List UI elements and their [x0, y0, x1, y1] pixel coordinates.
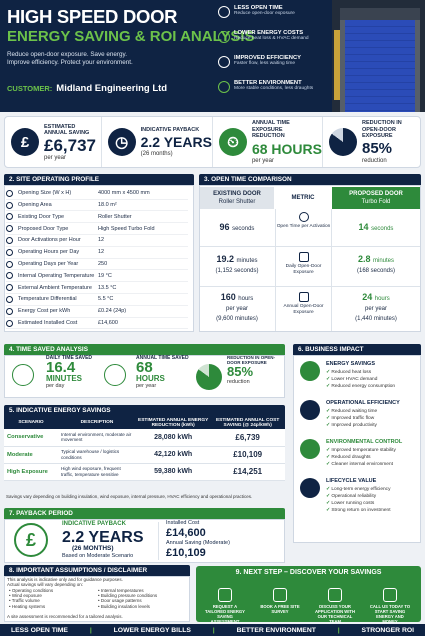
infographic-page: HIGH SPEED DOOR ENERGY SAVING & ROI ANALYSIS Reduce open-door exposure. Save energy. Improve efficiency. Protect your environment. CUSTOMER: Midland Engineering Ltd LESS OPEN TIME Reduce open-door exposure LOWER ENERGY COSTS Reduce heat loss & HVAC demand IMPROVED EFFICIENCY Faster flow, less waiting time BETTER ENVIRONMENT More stable conditions, less draughts £ ESTIMATED ANNUAL SAVING £6,737 per year ◷ INDICATIVE PAYBACK 2.2 YEARS (26 months) ⏲ ANNUAL TIME EXPOSURE REDUCTION 68 HOURS per year REDUCTION IN OPEN-DOOR EXPOSURE 85% reduction 2. SITE OPERATING PROFILE Opening Size (W x H) 4000 mm x 4500 mm Opening Area 18.0 m² Existing Door Type Roller Shutter Proposed Door Type High Speed Turbo Fold Door Activations per Hour 12 Operating Hours per Day 12 Operating Days per Year 250 Internal Operating Temperature 19 °C External Ambient Temperature 13.5 °C Temperature Differential 5.5 °C Energy Cost per kWh £0.24 (24p) Estimated Installed Cost £14,600 3. OPEN TIME COMPARISON EXISTING DOOR Roller Shutter METRIC PROPOSED DOOR Turbo Fold 96 seconds Open Time per Activation 14 seconds 19.2 minutes (1,152 seconds) Daily Open-Door Exposure 2.8 minutes (168 seconds) 160 hours per year (9,600 minutes) Annual Open-Door Exposure 24 hours per year (1,440 minutes) 4. TIME SAVED ANALYSIS DAILY TIME SAVED 16.4 MINUTES per day ANNUAL TIME SAVED 68 HOURS per year REDUCTION IN OPEN-DOOR EXPOSURE 85% reduction 5. INDICATIVE ENERGY SAVINGS SCENARIO DESCRIPTION ESTIMATED ANNUAL ENERGY REDUCTION (kWh) ESTIMATED ANNUAL COST SAVING (@ 24p/kWh) Conservative Internal environment, moderate air movement 28,080 kWh £6,739 Moderate Typical warehouse / logistics conditions 42,120 kWh £10,109 High Exposure High wind exposure, frequent traffic, temperature sensitive 59,380 kWh £14,251 Savings vary depending on building insulation, wind exposure, internal pressure, HVAC efficiency and operational practices. 6. BUSINESS IMPACT ENERGY SAVINGS ✓ Reduced heat loss ✓ Lower HVAC demand ✓ Reduced energy consumption OPERATIONAL EFFICIENCY ✓ Reduced waiting time ✓ Improved traffic flow ✓ Improved productivity ENVIRONMENTAL CONTROL ✓ Improved temperature stability ✓ Reduced draughts ✓ Cleaner internal environment LIFECYCLE VALUE ✓ Long-term energy efficiency ✓ Operational reliability ✓ Lower running costs ✓ Strong return on investment 7. PAYBACK PERIOD £ INDICATIVE PAYBACK 2.2 YEARS (26 MONTHS) Based on Moderate Scenario Installed Cost £14,600 Annual Saving (Moderate) £10,109 8. IMPORTANT ASSUMPTIONS / DISCLAIMER This analysis is indicative only and for guidance purposes. Actual savings will vary depending on: • Operating conditions • Wind exposure • Traffic volume • Heating systems • Internal temperatures • Building pressure conditions • Door usage patterns • Building insulation levels A site assessment is recommended for a tailored analysis. 9. NEXT STEP – DISCOVER YOUR SAVINGS REQUEST A TAILORED ENERGY SAVING ASSESSMENT BOOK A FREE SITE SURVEY DISCUSS YOUR APPLICATION WITH OUR TECHNICAL TEAM CALL US TODAY TO START SAVING ENERGY AND MONEY LESS OPEN TIME | LOWER ENERGY BILLS | BETTER ENVIRONMENT | STRONGER ROI: [0, 0, 425, 636]
calendar-icon: [104, 364, 126, 386]
section-title-next: 9. NEXT STEP – DISCOVER YOUR SAVINGS: [235, 569, 382, 576]
kpi-sub: reduction: [362, 157, 387, 164]
assumptions-col-1: • Operating conditions • Wind exposure • Traffic volume • Heating systems: [9, 588, 54, 609]
calendar-icon: [299, 292, 309, 302]
kpi-label: ANNUAL TIME EXPOSURE REDUCTION: [251, 120, 290, 140]
metric-daily-exposure: Daily Open-Door Exposure: [276, 252, 331, 275]
profile-row: [6, 235, 188, 247]
row-icon: [6, 308, 13, 315]
energy-savings-table: [4, 416, 285, 481]
phone-icon: [383, 588, 397, 602]
benefit-item: [218, 55, 328, 76]
customer-label: CUSTOMER:: [7, 84, 53, 93]
book-survey-button[interactable]: BOOK A FREE SITE SURVEY: [258, 588, 302, 614]
leaf-icon: [218, 81, 230, 93]
col-scenario: SCENARIO: [4, 416, 58, 429]
kpi-label: REDUCTION IN OPEN-DOOR EXPOSURE: [362, 120, 402, 140]
proposed-type: Turbo Fold: [361, 199, 391, 205]
call-us-button[interactable]: CALL US TODAY TO START SAVING ENERGY AND MONEY: [368, 588, 412, 624]
kpi-strip: [4, 116, 421, 168]
kpi-value: 2.2 YEARS: [140, 134, 212, 151]
payback-value: 2.2 YEARS: [62, 529, 144, 546]
profile-row: [6, 318, 188, 330]
footer-item: STRONGER ROI: [361, 626, 415, 634]
profile-row: [6, 294, 188, 306]
pound-icon: £: [11, 128, 39, 156]
existing-daily-exposure: 19.2 minutes (1,152 seconds): [215, 254, 259, 274]
benefits-list: [218, 5, 328, 105]
customer-name: Midland Engineering Ltd: [56, 83, 168, 94]
calendar-icon: [273, 588, 287, 602]
profile-label: External Ambient Temperature: [18, 284, 92, 291]
profile-row: [6, 306, 188, 318]
row-icon: [6, 272, 13, 279]
installed-cost-value: £14,600: [166, 527, 206, 539]
timer-icon: ⏲: [219, 128, 247, 156]
clock-icon: [218, 6, 230, 18]
profile-value: 12: [98, 237, 105, 244]
section-title-energy: 5. INDICATIVE ENERGY SAVINGS: [4, 405, 285, 416]
row-icon: [6, 261, 13, 268]
profile-value: 4000 mm x 4500 mm: [98, 190, 150, 197]
proposed-open-time: 14 seconds: [358, 222, 394, 232]
document-icon: [218, 588, 232, 602]
row-icon: [6, 202, 13, 209]
annual-time-saved: ANNUAL TIME SAVED 68 HOURS per year: [136, 355, 189, 389]
payback-months: (26 MONTHS): [72, 545, 114, 552]
coin-icon: [218, 31, 230, 43]
profile-value: £0.24 (24p): [98, 308, 127, 315]
annual-saving-value: £10,109: [166, 547, 206, 559]
discuss-application-button[interactable]: DISCUSS YOUR APPLICATION WITH OUR TECHNICAL TEAM: [313, 588, 357, 624]
proposed-annual-exposure: 24 hours per year (1,440 minutes): [355, 292, 397, 322]
profile-label: Temperature Differential: [18, 296, 77, 303]
energy-note: Savings vary depending on building insulation, wind exposure, internal pressure, HVAC efficiency and operational practices.: [6, 494, 253, 499]
profile-row: [6, 247, 188, 259]
exposure-reduction: REDUCTION IN OPEN-DOOR EXPOSURE 85% reduction: [227, 355, 276, 385]
profile-label: Estimated Installed Cost: [18, 320, 78, 327]
profile-value: 18.0 m²: [98, 202, 117, 209]
annual-saving-label: Annual Saving (Moderate): [166, 540, 230, 546]
col-cost-saving: ESTIMATED ANNUAL COST SAVING (@ 24p/kWh): [210, 416, 285, 429]
payback-basis: Based on Moderate Scenario: [62, 553, 134, 559]
benefit-desc: Reduce heat loss & HVAC demand: [234, 36, 309, 41]
profile-row: [6, 223, 188, 235]
row-icon: [6, 284, 13, 291]
table-row: Conservative Internal environment, moderate air movement 28,080 kWh £6,739: [4, 429, 285, 446]
footer-item: LESS OPEN TIME: [10, 626, 68, 634]
leaf-icon: [300, 439, 320, 459]
benefit-title: LOWER ENERGY COSTS: [234, 30, 304, 36]
benefit-desc: Faster flow, less waiting time: [234, 61, 296, 66]
kpi-open-door-reduction: [323, 117, 420, 167]
section-title-profile: 2. SITE OPERATING PROFILE: [4, 174, 194, 185]
proposed-head: PROPOSED DOOR: [349, 191, 403, 197]
existing-open-time: 96 seconds: [219, 222, 255, 232]
section-title-payback: 7. PAYBACK PERIOD: [4, 508, 285, 519]
existing-type: Roller Shutter: [218, 199, 256, 205]
reduction-pie-icon: [196, 364, 222, 390]
footer-item: BETTER ENVIRONMENT: [236, 626, 316, 634]
profile-label: Internal Operating Temperature: [18, 272, 95, 279]
profile-value: £14,600: [98, 320, 118, 327]
row-icon: [6, 213, 13, 220]
row-icon: [6, 249, 13, 256]
profile-row: [6, 259, 188, 271]
benefit-item: [218, 5, 328, 26]
tagline-line-1: Reduce open-door exposure. Save energy.: [7, 51, 127, 58]
row-icon: [6, 225, 13, 232]
existing-annual-exposure: 160 hours per year (9,600 minutes): [216, 292, 258, 322]
profile-label: Door Activations per Hour: [18, 237, 81, 244]
kpi-sub: (26 months): [140, 151, 173, 158]
profile-value: 13.5 °C: [98, 284, 117, 291]
chat-icon: [328, 588, 342, 602]
assumptions-text: This analysis is indicative only and for guidance purposes. Actual savings will vary depending on:: [7, 577, 123, 588]
col-description: DESCRIPTION: [58, 416, 136, 429]
assumptions-footer: A site assessment is recommended for a tailored analysis.: [7, 614, 123, 619]
proposed-daily-exposure: 2.8 minutes (168 seconds): [356, 254, 396, 274]
main-subtitle: ENERGY SAVING & ROI ANALYSIS: [7, 28, 255, 45]
kpi-exposure-reduction: [213, 117, 323, 167]
kpi-sub: per year: [251, 157, 274, 164]
gear-icon: [300, 400, 320, 420]
profile-row: [6, 188, 188, 200]
metric-annual-exposure: Annual Open-Door Exposure: [276, 292, 331, 315]
profile-value: Roller Shutter: [98, 213, 132, 220]
door-photo: [332, 0, 425, 112]
table-row: Moderate Typical warehouse / logistics conditions 42,120 kWh £10,109: [4, 446, 285, 463]
kpi-payback: [102, 117, 213, 167]
benefit-item: [218, 30, 328, 51]
pie-icon: [329, 128, 357, 156]
existing-head: EXISTING DOOR: [213, 191, 261, 197]
table-row: High Exposure High wind exposure, frequent traffic, temperature sensitive 59,380 kWh £14,251: [4, 463, 285, 480]
row-icon: [6, 190, 13, 197]
tagline: [7, 51, 207, 67]
lightning-icon: [300, 361, 320, 381]
profile-value: 250: [98, 261, 108, 268]
footer-item: LOWER ENERGY BILLS: [113, 626, 191, 634]
profile-label: Operating Days per Year: [18, 261, 79, 268]
kpi-label: ESTIMATED ANNUAL SAVING: [44, 123, 90, 136]
metric-open-time: Open Time per Activation: [276, 212, 331, 230]
calendar-icon: [299, 252, 309, 262]
section-title-comparison: 3. OPEN TIME COMPARISON: [199, 174, 421, 185]
benefit-item: [218, 80, 328, 101]
kpi-label: INDICATIVE PAYBACK: [140, 126, 200, 133]
profile-label: Existing Door Type: [18, 213, 65, 220]
gear-icon: [218, 56, 230, 68]
proposed-door-header: [332, 187, 420, 209]
installed-cost-label: Installed Cost: [166, 520, 200, 526]
row-icon: [6, 320, 13, 327]
row-icon: [6, 237, 13, 244]
section-title-assumptions: 8. IMPORTANT ASSUMPTIONS / DISCLAIMER: [4, 565, 190, 576]
clock-icon: ◷: [108, 128, 136, 156]
section-title-business: 6. BUSINESS IMPACT: [293, 344, 421, 355]
footer-bar: LESS OPEN TIME | LOWER ENERGY BILLS | BETTER ENVIRONMENT | STRONGER ROI: [0, 624, 425, 636]
benefit-desc: More stable conditions, less draughts: [234, 86, 314, 91]
customer-line: [7, 83, 167, 94]
main-title: HIGH SPEED DOOR: [7, 6, 178, 27]
profile-label: Operating Hours per Day: [18, 249, 80, 256]
assumptions-col-2: • Internal temperatures • Building pressure conditions • Door usage patterns • Building insulation levels: [98, 588, 158, 609]
row-icon: [6, 296, 13, 303]
tagline-line-2: Improve efficiency. Protect your environment.: [7, 59, 133, 66]
request-assessment-button[interactable]: REQUEST A TAILORED ENERGY SAVING ASSESSMENT: [203, 588, 247, 624]
profile-value: 5.5 °C: [98, 296, 114, 303]
payback-label: INDICATIVE PAYBACK: [62, 521, 126, 527]
profile-value: 19 °C: [98, 272, 112, 279]
kpi-value: 68 HOURS: [251, 140, 322, 157]
profile-label: Energy Cost per kWh: [18, 308, 71, 315]
benefit-desc: Reduce open-door exposure: [234, 11, 295, 16]
kpi-annual-saving: [5, 117, 102, 167]
shield-icon: [300, 478, 320, 498]
kpi-sub: per year: [44, 154, 67, 161]
col-energy-reduction: ESTIMATED ANNUAL ENERGY REDUCTION (kWh): [136, 416, 210, 429]
daily-time-saved: DAILY TIME SAVED 16.4 MINUTES per day: [46, 355, 93, 389]
profile-label: Proposed Door Type: [18, 225, 69, 232]
kpi-value: £6,737: [44, 135, 96, 155]
profile-label: Opening Area: [18, 202, 52, 209]
profile-row: [6, 271, 188, 283]
existing-door-header: [200, 187, 274, 209]
metric-header: METRIC: [291, 195, 315, 201]
benefit-title: LESS OPEN TIME: [234, 5, 283, 11]
profile-row: [6, 212, 188, 224]
profile-label: Opening Size (W x H): [18, 190, 72, 197]
pound-icon: £: [14, 523, 48, 557]
profile-value: 12: [98, 249, 105, 256]
header-banner: [0, 0, 425, 112]
profile-row: [6, 200, 188, 212]
profile-row: [6, 282, 188, 294]
clock-icon: [12, 364, 34, 386]
benefit-title: IMPROVED EFFICIENCY: [234, 55, 301, 61]
profile-value: High Speed Turbo Fold: [98, 225, 155, 232]
section-title-time-saved: 4. TIME SAVED ANALYSIS: [4, 344, 285, 355]
benefit-title: BETTER ENVIRONMENT: [234, 80, 302, 86]
kpi-value: 85%: [362, 139, 393, 157]
timer-icon: [299, 212, 309, 222]
